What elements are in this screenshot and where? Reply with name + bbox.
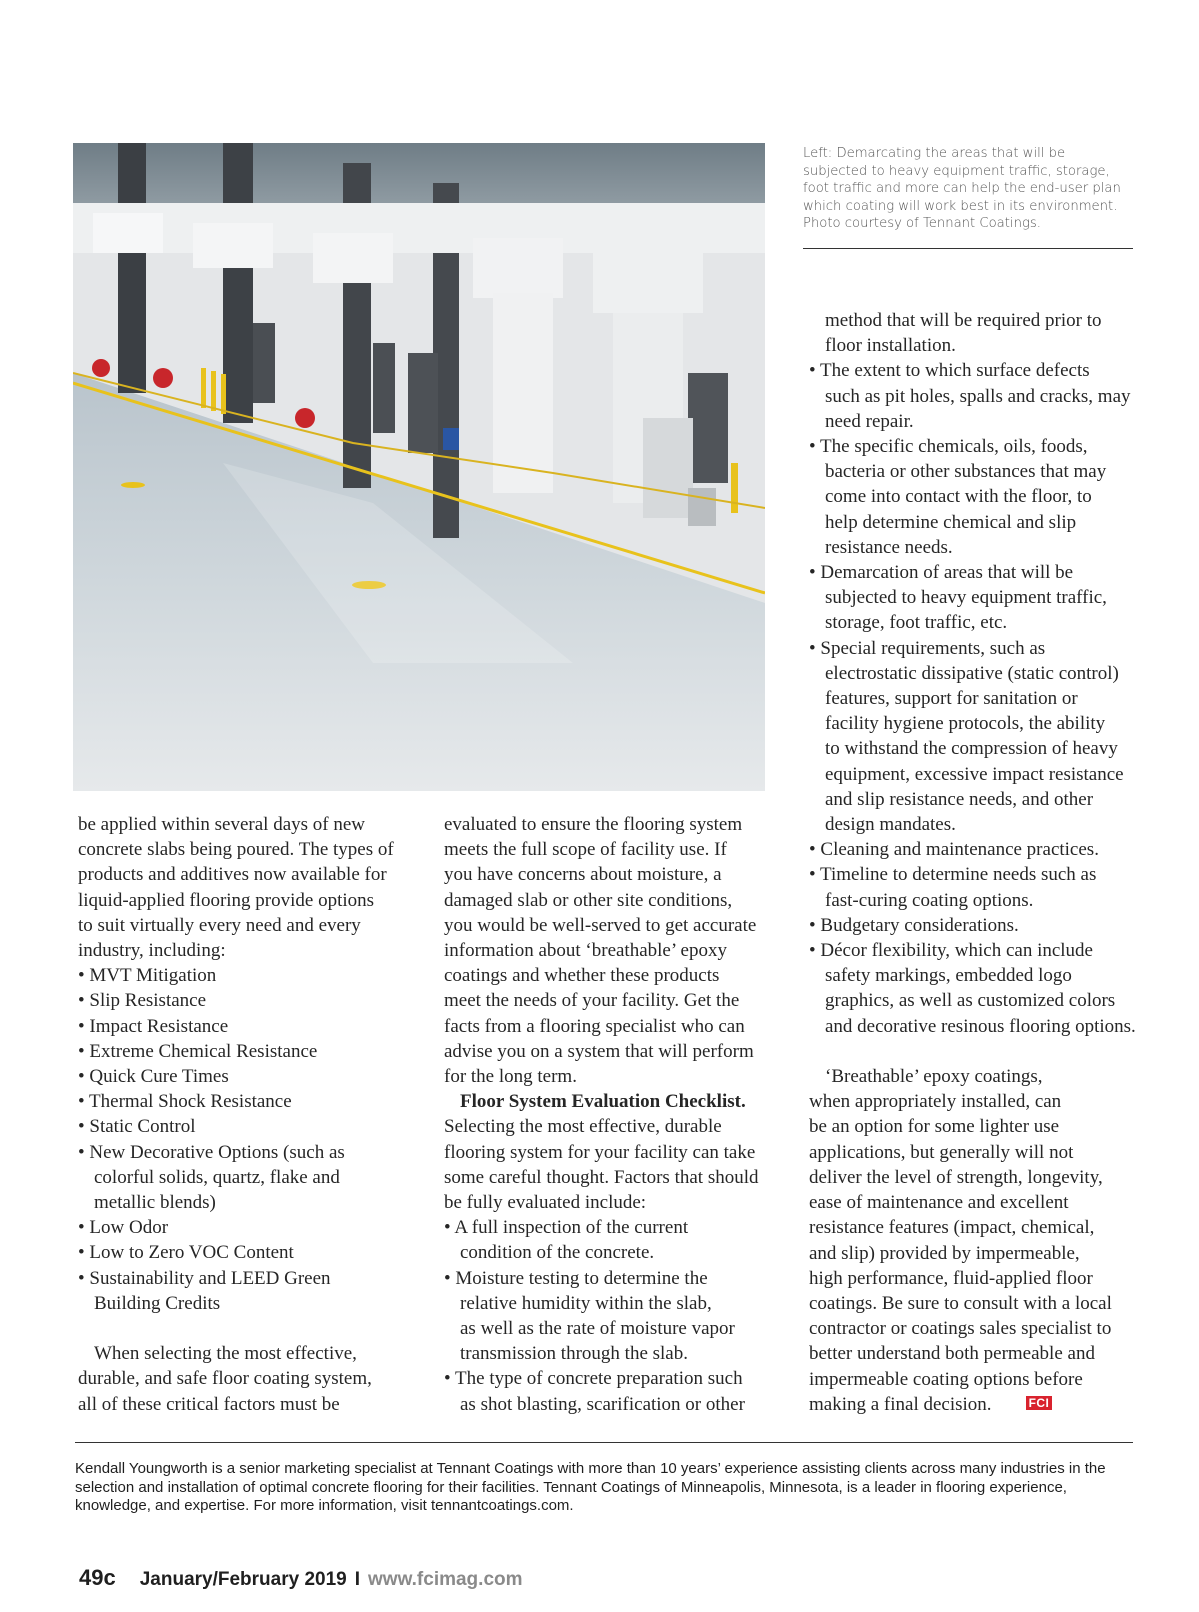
bullet-continuation: Building Credits [94,1292,221,1314]
column-3 [809,308,1149,1417]
body-line: industry, including: [78,940,226,962]
body-line: some careful thought. Factors that should [444,1166,759,1188]
body-line: high performance, fluid-applied floor [809,1267,1093,1289]
bullet-continuation: such as pit holes, spalls and cracks, may [825,385,1131,407]
bullet-continuation: to withstand the compression of heavy [825,738,1118,760]
bullet-item: • Slip Resistance [78,990,207,1012]
bullet-continuation: condition of the concrete. [460,1242,655,1264]
body-line: ‘Breathable’ epoxy coatings, [825,1066,1043,1088]
paragraph-gap [809,1039,1149,1064]
body-line: damaged slab or other site conditions, [444,889,733,911]
bullet-item: • Décor flexibility, which can include [809,940,1093,962]
section-heading-text: Floor System Evaluation Checklist. [460,1091,746,1113]
bullet-continuation: electrostatic dissipative (static control) [825,662,1119,684]
body-line: meet the needs of your facility. Get the [444,990,740,1012]
warehouse-floor-photo [73,143,765,791]
bullet-item: • The type of concrete preparation such [444,1368,743,1390]
bullet-item: • Demarcation of areas that will be [809,562,1074,584]
bullet-continuation: and slip resistance needs, and other [825,788,1094,810]
body-line: and slip) provided by impermeable, [809,1242,1080,1264]
last-line [809,1392,1149,1417]
bullet-continuation: transmission through the slab. [460,1343,688,1365]
body-line: ease of maintenance and excellent [809,1192,1069,1214]
bullet-continuation: and decorative resinous flooring options. [825,1015,1136,1037]
bullet-item: • The extent to which surface defects [809,360,1090,382]
bullet-item: • Static Control [78,1116,196,1138]
bullet-item: • Moisture testing to determine the [444,1267,708,1289]
body-line: be fully evaluated include: [444,1192,647,1214]
bullet-item: • Budgetary considerations. [809,914,1019,936]
column-2 [444,812,784,1417]
body-line: When selecting the most effective, [94,1343,357,1365]
body-line: liquid-applied flooring provide options [78,889,375,911]
bullet-continuation: metallic blends) [94,1192,216,1214]
bullet-continuation: storage, foot traffic, etc. [825,612,1008,634]
bullet-continuation: come into contact with the floor, to [825,486,1092,508]
column-1 [78,812,418,1417]
bullet-item: • The specific chemicals, oils, foods, [809,436,1088,458]
bullet-continuation: subjected to heavy equipment traffic, [825,587,1107,609]
body-line: be applied within several days of new [78,814,366,835]
bullet-continuation: fast-curing coating options. [825,889,1034,911]
issue-date: January/February 2019 [139,1569,347,1590]
bullet-item: • Timeline to determine needs such as [809,864,1097,886]
bullet-continuation: features, support for sanitation or [825,688,1078,710]
body-line: Selecting the most effective, durable [444,1116,722,1138]
body-line: be an option for some lighter use [809,1116,1060,1138]
footer-separator: I [354,1569,361,1590]
body-line: better understand both permeable and [809,1343,1095,1365]
bio-divider [75,1442,1133,1443]
bullet-item: • Extreme Chemical Resistance [78,1040,318,1062]
body-line: to suit virtually every need and every [78,914,361,936]
body-line: concrete slabs being poured. The types of [78,839,394,861]
body-line: information about ‘breathable’ epoxy [444,940,727,962]
bullet-item: • Cleaning and maintenance practices. [809,839,1099,861]
bullet-item: • MVT Mitigation [78,965,217,987]
fci-end-logo: FCI [1026,1396,1053,1410]
bullet-continuation: design mandates. [825,814,956,836]
bullet-continuation: facility hygiene protocols, the ability [825,713,1106,735]
bullet-continuation: need repair. [825,410,914,432]
body-line: making a final decision. [809,1393,992,1415]
body-line: coatings and whether these products [444,965,720,987]
bullet-item: • Sustainability and LEED Green [78,1267,331,1289]
body-line: advise you on a system that will perform [444,1040,754,1062]
section-heading [444,1089,784,1114]
body-line: evaluated to ensure the flooring system [444,814,743,835]
bullet-item: • Impact Resistance [78,1015,229,1037]
body-line: you have concerns about moisture, a [444,864,722,886]
bullet-continuation: as shot blasting, scarification or other [460,1393,745,1415]
body-line: for the long term. [444,1066,577,1088]
author-bio: Kendall Youngworth is a senior marketing specialist at Tennant Coatings with more than 10 years’ experience assisting clients across many industries in the selection and installation of optimal concrete flooring for their facilities. Tennant Coatings of Minneapolis, Minnesota, is a leader in flooring experience, knowledge, and expertise. For more information, visit tennantcoatings.com. [75,1460,1106,1514]
body-line: when appropriately installed, can [809,1091,1062,1113]
warehouse-floor-icon [73,143,765,791]
bullet-continuation: as well as the rate of moisture vapor [460,1318,735,1340]
body-line: you would be well-served to get accurate [444,914,757,936]
body-line: all of these critical factors must be [78,1393,340,1415]
body-line: resistance features (impact, chemical, [809,1217,1095,1239]
body-line: products and additives now available for [78,864,387,886]
bullet-continuation: bacteria or other substances that may [825,461,1107,483]
bullet-item: • Low to Zero VOC Content [78,1242,294,1264]
paragraph-gap [78,1316,418,1341]
bullet-continuation: relative humidity within the slab, [460,1292,712,1314]
bullet-continuation: floor installation. [825,335,956,357]
body-line: applications, but generally will not [809,1141,1074,1163]
bullet-continuation: resistance needs. [825,536,953,558]
body-line: deliver the level of strength, longevity, [809,1166,1103,1188]
website-link[interactable]: www.fcimag.com [368,1569,523,1590]
bullet-continuation: graphics, as well as customized colors [825,990,1116,1012]
page-number: 49c [79,1565,116,1590]
body-line: durable, and safe floor coating system, [78,1368,372,1390]
caption-divider [803,248,1133,249]
body-line: coatings. Be sure to consult with a local [809,1292,1112,1314]
bullet-item: • Quick Cure Times [78,1066,229,1088]
body-line: impermeable coating options before [809,1368,1083,1390]
page-footer [79,1565,523,1591]
bullet-continuation: safety markings, embedded logo [825,965,1072,987]
body-line: contractor or coatings sales specialist to [809,1318,1112,1340]
body-line: flooring system for your facility can take [444,1141,756,1163]
bullet-item: • New Decorative Options (such as [78,1141,345,1163]
bullet-item: • Thermal Shock Resistance [78,1091,292,1113]
body-line: meets the full scope of facility use. If [444,839,727,861]
body-line: facts from a flooring specialist who can [444,1015,745,1037]
photo-caption: Left: Demarcating the areas that will be subjected to heavy equipment traffic, storage, foot traffic and more can help the end-user plan which coating will work best in its environment. Photo courtesy of Tennant Coatings. [803,146,1121,232]
bullet-item: • A full inspection of the current [444,1217,689,1239]
bullet-continuation: colorful solids, quartz, flake and [94,1166,340,1188]
bullet-continuation: equipment, excessive impact resistance [825,763,1124,785]
bullet-item: • Low Odor [78,1217,169,1239]
bullet-continuation: help determine chemical and slip [825,511,1077,533]
bullet-item: • Special requirements, such as [809,637,1046,659]
bullet-continuation: method that will be required prior to [825,310,1102,331]
